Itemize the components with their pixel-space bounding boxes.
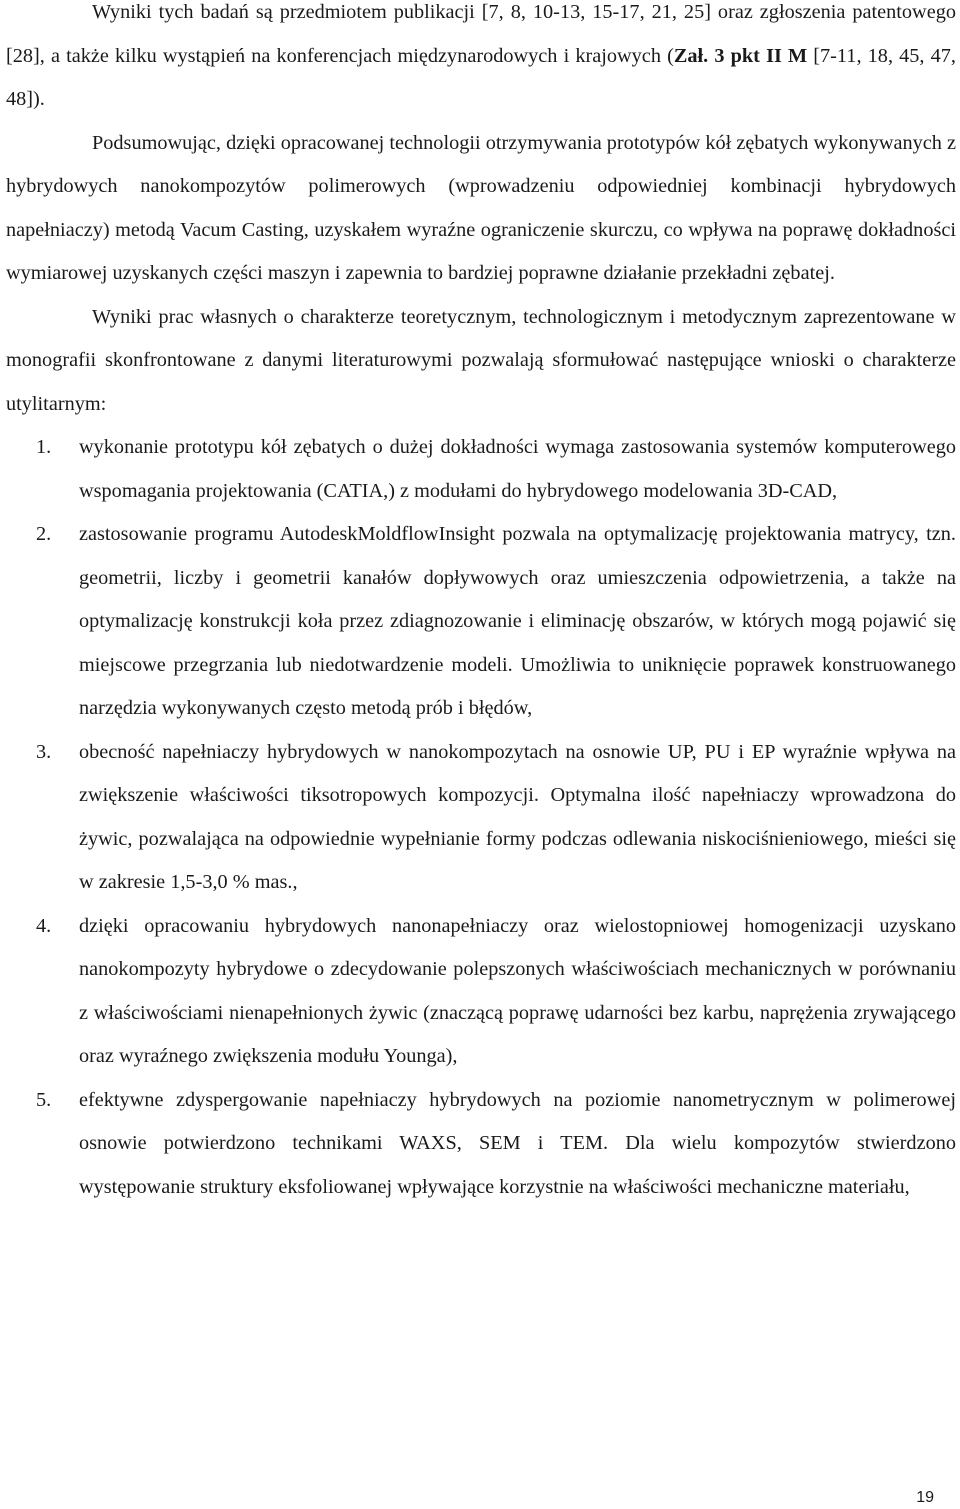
conclusions-list — [6, 426, 956, 1209]
list-item-text: wykonanie prototypu kół zębatych o dużej dokładności wymaga zastosowania systemów komputerowego wspomagania projektowania (CATIA,) z modułami do hybrydowego modelowania 3D-CAD, — [79, 436, 956, 502]
paragraph-summary: Podsumowując, dzięki opracowanej technologii otrzymywania prototypów kół zębatych wykonywanych z hybrydowych nanokompozytów polimerowych (wprowadzeniu odpowiedniej kombinacji hybrydowych napełniaczy) metodą Vacum Casting, uzyskałem wyraźne ograniczenie skurczu, co wpływa na poprawę dokładności wymiarowej uzyskanych części maszyn i zapewnia to bardziej poprawne działanie przekładni zębatej. — [6, 131, 956, 284]
list-item-number: 3. — [36, 740, 52, 763]
paragraph-publications-text-2: [7-11, 18, 45, 47, 48]). — [6, 44, 956, 110]
paragraph-publications-bold-ref: Zał. 3 pkt II M — [673, 44, 808, 67]
list-item-text: obecność napełniaczy hybrydowych w nanokompozytach na osnowie UP, PU i EP wyraźnie wpływa na zwiększenie właściwości tiksotropowych kompozycji. Optymalna ilość napełniaczy wprowadzona do żywic, pozwalająca na odpowiednie wypełnianie formy podczas odlewania niskociśnieniowego, mieści się w zakresie 1,5-3,0 % mas., — [79, 740, 956, 893]
list-item — [6, 731, 956, 905]
list-item-text: zastosowanie programu AutodeskMoldflowInsight pozwala na optymalizację projektowania matrycy, tzn. geometrii, liczby i geometrii kanałów dopływowych oraz umieszczenia odpowietrzenia, a także na optymalizację konstrukcji koła przez zdiagnozowanie i eliminację obszarów, w których mogą pojawić się miejscowe przegrzania lub niedotwardzenie modeli. Umożliwia to uniknięcie poprawek konstruowanego narzędzia wykonywanych często metodą prób i błędów, — [79, 523, 956, 719]
list-item-number: 2. — [36, 523, 52, 545]
list-item — [6, 513, 956, 731]
list-item-text: dzięki opracowaniu hybrydowych nanonapełniaczy oraz wielostopniowej homogenizacji uzyskano nanokompozyty hybrydowe o zdecydowanie polepszonych właściwościach mechanicznych w porównaniu z właściwościami nienapełnionych żywic (znaczącą poprawę udarności bez karbu, naprężenia zrywającego oraz wyraźnego zwiększenia modułu Younga), — [79, 914, 956, 1067]
list-item — [6, 905, 956, 1079]
list-item-text: efektywne zdyspergowanie napełniaczy hybrydowych na poziomie nanometrycznym w polimerowej osnowie potwierdzono technikami WAXS, SEM i TEM. Dla wielu kompozytów stwierdzono występowanie struktury eksfoliowanej wpływające korzystnie na właściwości mechaniczne materiału, — [79, 1088, 956, 1198]
list-item — [6, 1079, 956, 1210]
list-item-number: 1. — [36, 436, 52, 458]
document-page — [6, 0, 956, 1209]
paragraph-publications-text-1: Wyniki tych badań są przedmiotem publikacji [7, 8, 10-13, 15-17, 21, 25] oraz zgłoszenia patentowego [28], a także kilku wystąpień na konferencjach międzynarodowych i krajowych ( — [6, 1, 956, 67]
paragraph-publications — [6, 0, 956, 122]
list-item-number: 4. — [36, 914, 52, 937]
paragraph-conclusions-intro: Wyniki prac własnych o charakterze teoretycznym, technologicznym i metodycznym zaprezentowane w monografii skonfrontowane z danymi literaturowymi pozwalają sformułować następujące wnioski o charakterze utylitarnym: — [6, 305, 956, 415]
page-number: 19 — [916, 1489, 934, 1506]
list-item-number: 5. — [36, 1088, 52, 1111]
list-item — [6, 426, 956, 513]
